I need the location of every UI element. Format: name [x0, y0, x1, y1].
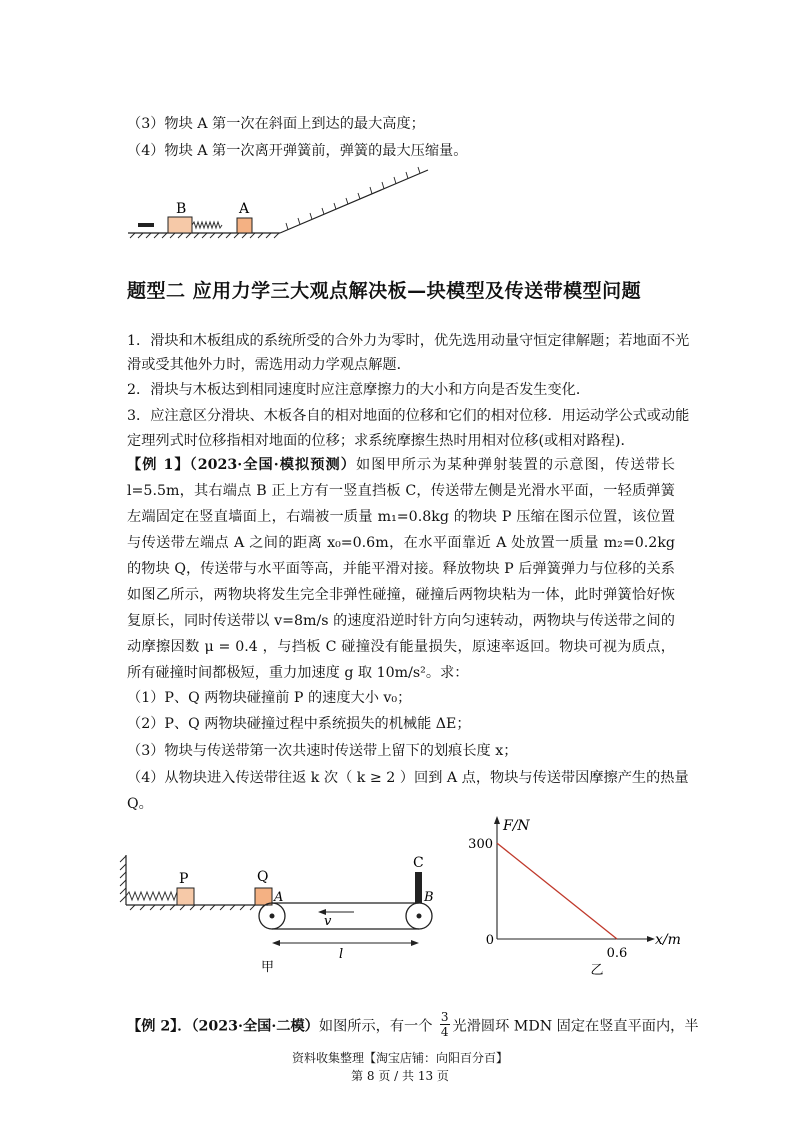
- fraction: [440, 1010, 450, 1039]
- label-l: l: [339, 947, 344, 962]
- example-1-tag: 【例 1】: [127, 457, 190, 473]
- example-1-question-4-line-2: Q。: [127, 796, 153, 812]
- label-a: A: [239, 201, 250, 217]
- caption-yi: 乙: [590, 963, 604, 978]
- point-3-line-1: 3．应注意区分滑块、木板各自的相对地面的位移和它们的相对位移．用运动学公式或动能: [127, 408, 690, 424]
- label-v: v: [324, 914, 332, 929]
- fraction-denominator: 4: [440, 1025, 449, 1039]
- conveyor-figure: [118, 850, 448, 975]
- label-q: Q: [257, 869, 269, 885]
- example-1-question-3: （3）物块与传送带第一次共速时传送带上留下的划痕长度 x；: [127, 743, 518, 759]
- example-2-text-before: 如图所示，有一个: [318, 1018, 433, 1035]
- example-2-line: [127, 1012, 699, 1041]
- footer-page-number: 第 8 页 / 共 13 页: [351, 1069, 449, 1083]
- label-a-point: A: [274, 890, 284, 905]
- caption-jia: 甲: [261, 960, 275, 975]
- y-tick-label: 300: [468, 837, 493, 853]
- example-2-source: ．（2023·全国·二模）: [177, 1018, 319, 1035]
- example-1-question-1: （1）P、Q 两物块碰撞前 P 的速度大小 v₀；: [127, 690, 412, 706]
- example-1-question-4-line-1: （4）从物块进入传送带往返 k 次（ k ≥ 2 ）回到 A 点，物块与传送带因摩擦产生的热量: [127, 770, 689, 786]
- series-line: [497, 843, 617, 939]
- question-4-top: （4）物块 A 第一次离开弹簧前，弹簧的最大压缩量。: [127, 143, 468, 159]
- fraction-numerator: 3: [440, 1010, 449, 1024]
- example-2-tag: 【例 2】: [127, 1018, 178, 1035]
- footer-source: 资料收集整理【淘宝店铺：向阳百分百】: [291, 1051, 508, 1065]
- question-3-top: （3）物块 A 第一次在斜面上到达的最大高度；: [127, 116, 425, 132]
- incline-figure: [120, 160, 440, 245]
- point-1-line-2: 滑或受其他外力时，需选用动力学观点解题．: [127, 357, 411, 373]
- example-1-body: [127, 452, 675, 686]
- point-3-line-2: 定理列式时位移指相对地面的位移；求系统摩擦生热时用相对位移(或相对路程)．: [127, 433, 635, 449]
- example-2-text-after: 光滑圆环 MDN 固定在竖直平面内，半: [452, 1018, 699, 1035]
- point-2: 2．滑块与木板达到相同速度时应注意摩擦力的大小和方向是否发生变化．: [127, 382, 591, 398]
- x-axis-label: x/m: [655, 932, 681, 948]
- force-displacement-chart: [455, 812, 681, 982]
- y-axis-label: F/N: [503, 818, 530, 834]
- chart-axes: [494, 816, 655, 942]
- example-1-text: 如图甲所示为某种弹射装置的示意图，传送带长 l=5.5m，其右端点 B 正上方有一竖直挡板 C，传送带左侧是光滑水平面，一轻质弹簧左端固定在竖直墙面上，右端被一质量 m₁=0.8kg 的物块 P 压缩在图示位置，该位置与传送带左端点 A 之间的距离 x₀=0.6m，在水平面靠近 A 处放置一质量 m₂=0.2kg 的物块 Q，传送带与水平面等高，并能平滑对接。释放物块 P 后弹簧弹力与位移的关系如图乙所示，两物块将发生完全非弹性碰撞，碰撞后两物块粘为一体，此时弹簧恰好恢复原长，同时传送带以 v=8m/s 的速度沿逆时针方向匀速转动，两物块与传送带之间的动摩擦因数 μ = 0.4 ，与挡板 C 碰撞没有能量损失，原速率返回。物块可视为质点，所有碰撞时间都极短，重力加速度 g 取 10m/s²。求：: [127, 457, 675, 681]
- x-tick-label-origin: 0: [485, 933, 494, 948]
- example-1-question-2: （2）P、Q 两物块碰撞过程中系统损失的机械能 ΔE；: [127, 716, 471, 732]
- section-title: 题型二 应用力学三大观点解决板—块模型及传送带模型问题: [127, 280, 642, 302]
- label-p: P: [179, 871, 189, 887]
- label-c: C: [413, 855, 424, 871]
- example-1-source: （2023·全国·模拟预测）: [189, 457, 356, 473]
- x-tick-label: 0.6: [606, 946, 628, 961]
- point-1-line-1: 1．滑块和木板组成的系统所受的合外力为零时，优先选用动量守恒定律解题；若地面不光: [127, 333, 690, 349]
- label-b: B: [176, 201, 187, 217]
- label-b-point: B: [424, 890, 434, 905]
